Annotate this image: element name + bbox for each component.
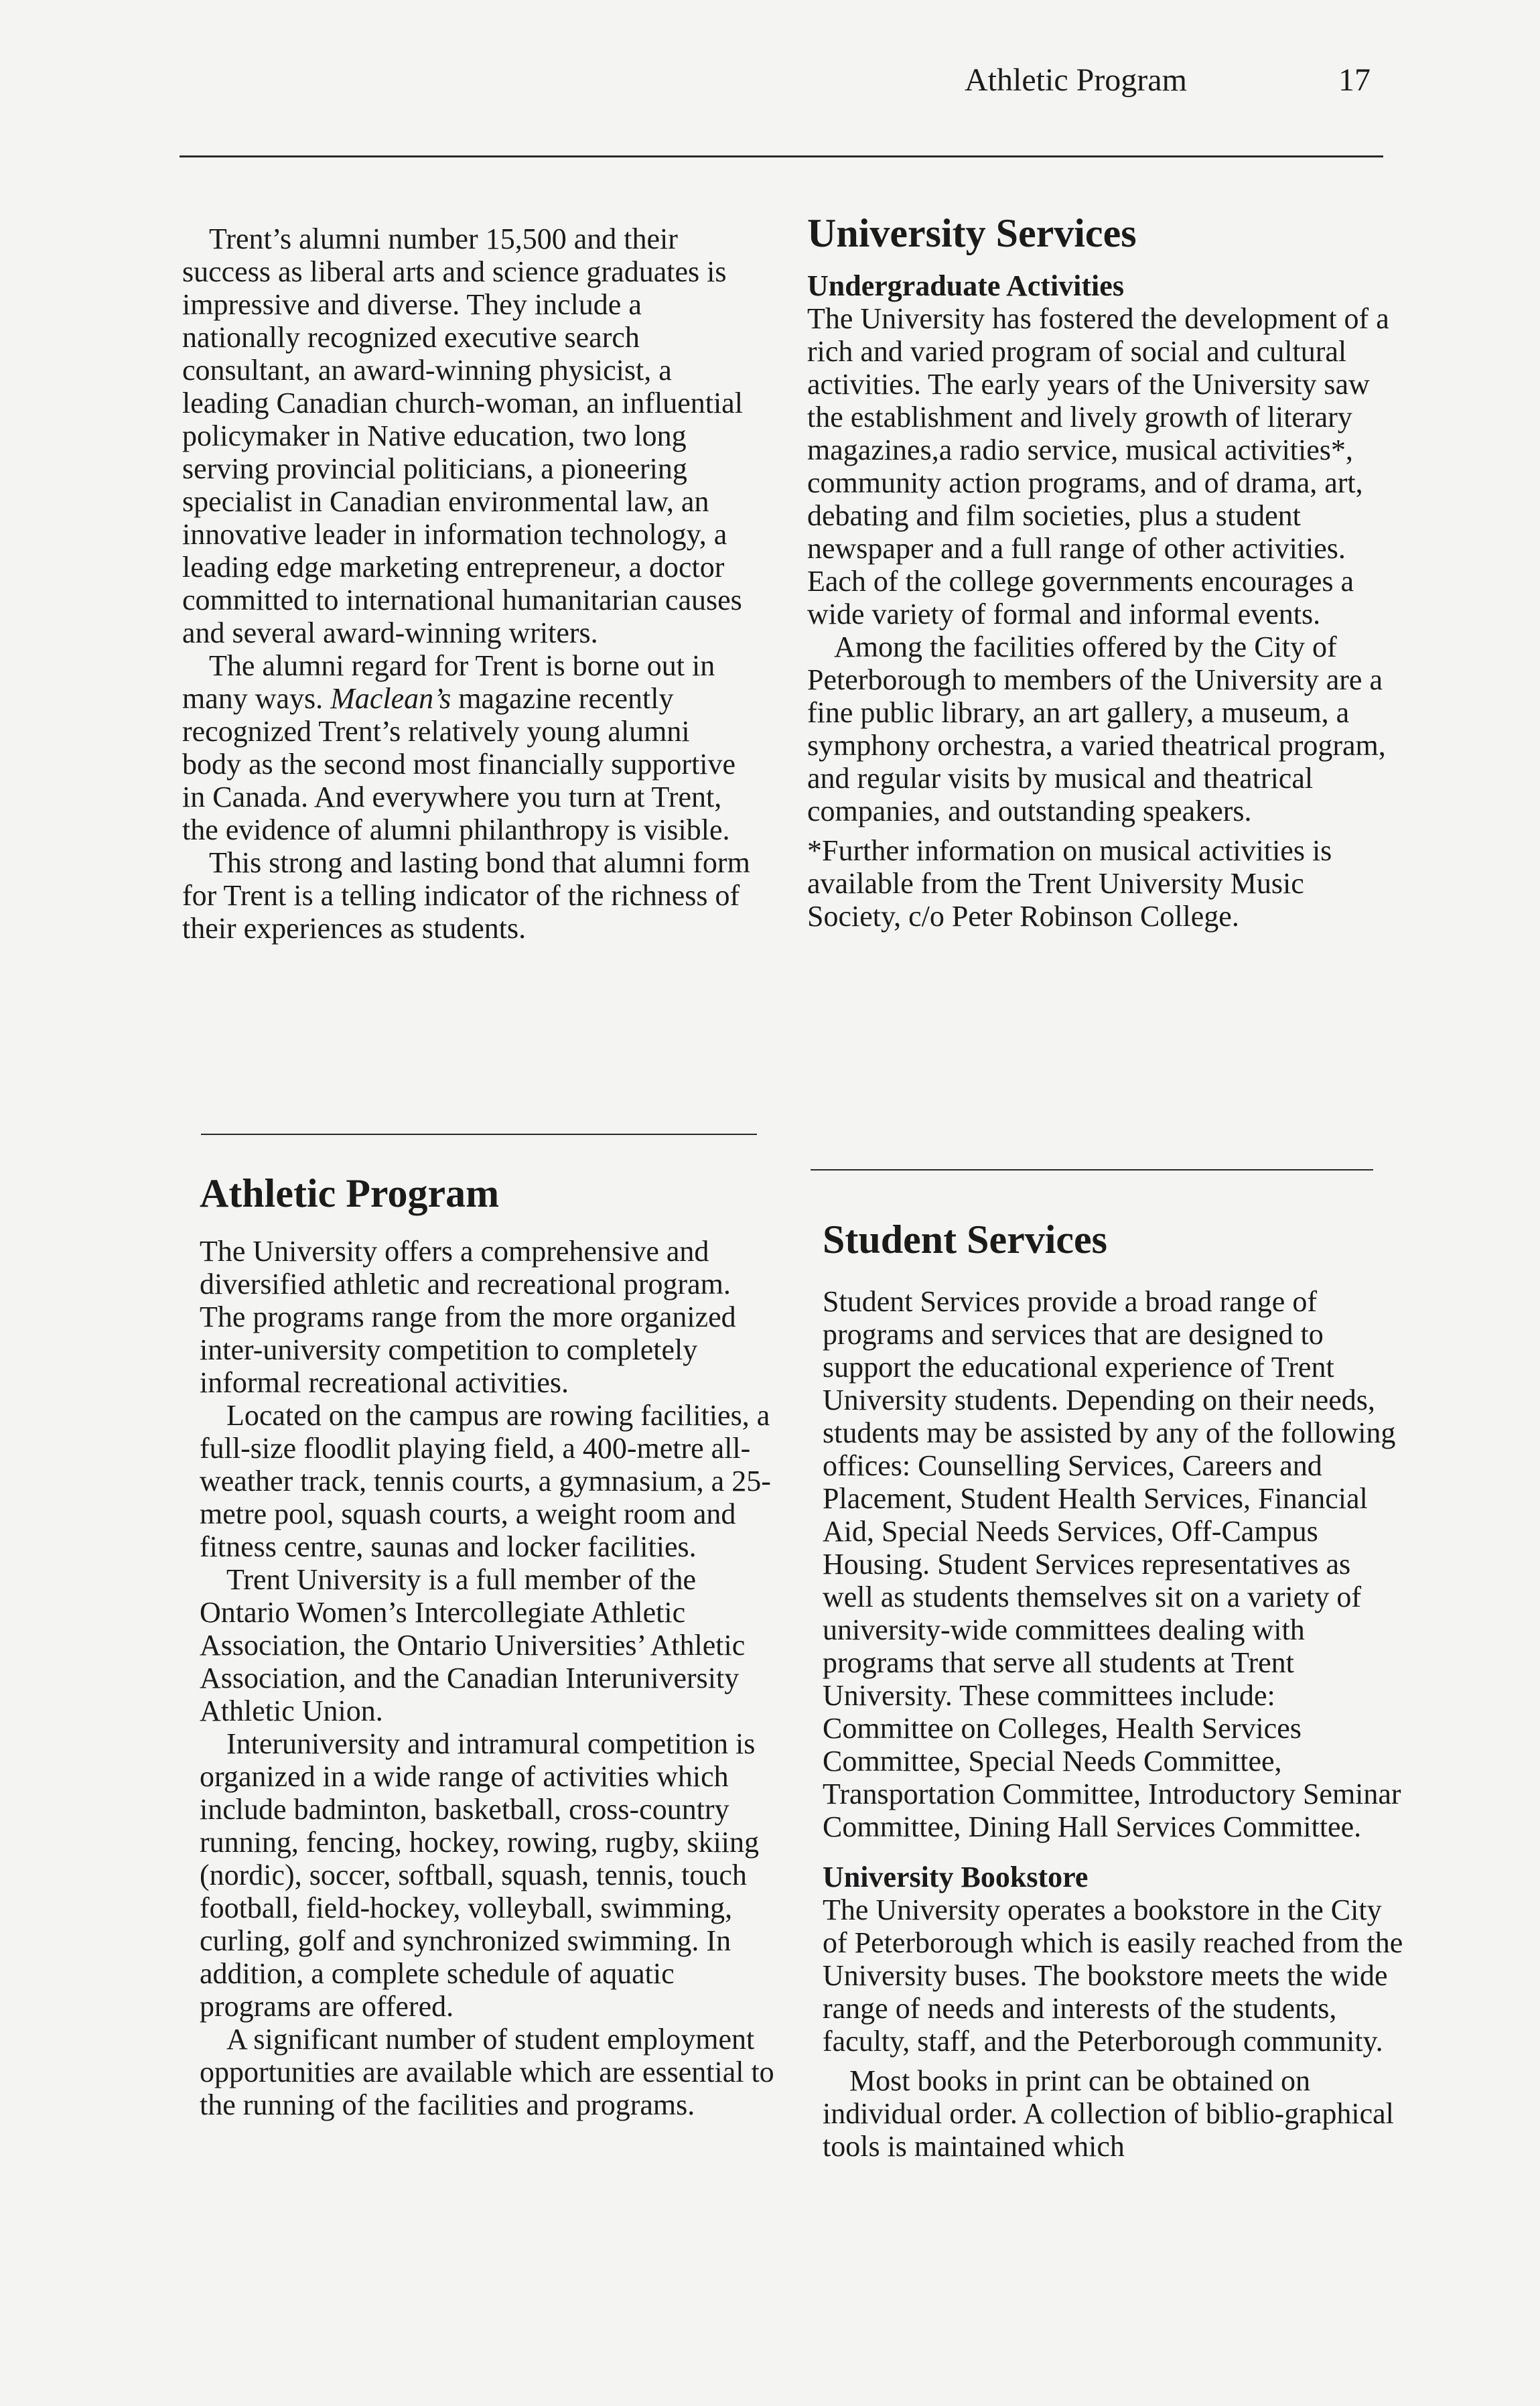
student-services-heading: Student Services [823,1217,1107,1262]
student-services-paragraph: Student Services provide a broad range of programs and services that are designed to support the educational experience of Trent University students. Depending on their needs, students may be assisted by any of the following offices: Counselling Services, Careers and Placement, Student Health Services, Financial Aid, Special Needs Services, Off-Campus Housing. Student Services representatives as well as students themselves sit on a variety of university-wide committees dealing with programs that serve all students at Trent University. These committees include: Committee on Colleges, Health Services Committee, Special Needs Committee, Transportation Committee, Introductory Seminar Committee, Dining Hall Services Committee. [823,1285,1401,1843]
alumni-paragraph-3: This strong and lasting bond that alumni form for Trent is a telling indicator of the richness of their experiences as students. [182,846,750,945]
athletic-paragraph-1: The University offers a comprehensive and diversified athletic and recreational program. The programs range from the more organized inter-university competition to completely informal recreational activities. [200,1235,736,1399]
right-column-services [807,209,1390,933]
bookstore-paragraph-2: Most books in print can be obtained on individual order. A collection of biblio-graphical tools is maintained which [823,2064,1394,2163]
magazine-name: Maclean’s [330,682,451,715]
athletic-paragraph-4: Interuniversity and intramural competition is organized in a wide range of activities which include badminton, basketball, cross-country running, fencing, hockey, rowing, rugby, skiing (nordic), soccer, softball, squash, tennis, touch football, field-hockey, volleyball, swimming, curling, golf and synchronized swimming. In addition, a complete schedule of aquatic programs are offered. [200,1727,760,2023]
right-section-rule [811,1169,1373,1171]
alumni-paragraph-1: Trent’s alumni number 15,500 and their success as liberal arts and science graduates is impressive and diverse. They include a nationally recognized executive search consultant, an award-winning physicist, a leading Canadian church-woman, an influential policymaker in Native education, two long serving provincial politicians, a pioneering specialist in Canadian environmental law, an innovative leader in information technology, a leading edge marketing entrepreneur, a doctor committed to international humanitarian causes and several award-winning writers. [182,222,743,649]
running-header-title: Athletic Program [965,62,1187,98]
athletic-program-heading: Athletic Program [200,1171,500,1215]
page-number: 17 [1338,62,1371,98]
university-bookstore-subheading: University Bookstore [823,1861,1089,1893]
music-footnote: *Further information on musical activities is available from the Trent University Music Society, c/o Peter Robinson College. [807,834,1332,933]
undergrad-paragraph-2: Among the facilities offered by the City of Peterborough to members of the University are a fine public library, an art gallery, a museum, a symphony orchestra, a varied theatrical program, and regular visits by musical and theatrical companies, and outstanding speakers. [807,630,1386,827]
header-rule [180,155,1383,157]
left-column-athletic [200,1169,776,2121]
athletic-paragraph-5: A significant number of student employment opportunities are available which are essential to the running of the facilities and programs. [200,2023,774,2121]
alumni-p2-text-a: The alumni regard for Trent is borne out in many ways. [182,649,715,715]
athletic-paragraph-3: Trent University is a full member of the Ontario Women’s Intercollegiate Athletic Association, the Ontario Universities’ Athletic Association, and the Canadian Interuniversity Athletic Union. [200,1563,746,1727]
undergraduate-activities-subheading: Undergraduate Activities [807,269,1124,302]
left-section-rule [201,1134,757,1135]
alumni-p2-text-b: magazine recently recognized Trent’s relatively young alumni body as the second most financially supportive in Canada. And everywhere you turn at Trent, the evidence of alumni philanthropy is visible. [182,682,736,846]
left-column-alumni [182,222,755,945]
athletic-paragraph-2: Located on the campus are rowing facilities, a full-size floodlit playing field, a 400-metre all-weather track, tennis courts, a gymnasium, a 25-metre pool, squash courts, a weight room and fitness centre, saunas and locker facilities. [200,1399,771,1563]
alumni-paragraph-2 [182,649,755,846]
right-column-student [823,1215,1405,2163]
bookstore-paragraph-1: The University operates a bookstore in the City of Peterborough which is easily reached from the University buses. The bookstore meets the wide range of needs and interests of the students, faculty, staff, and the Peterborough community. [823,1893,1403,2058]
undergrad-paragraph-1: The University has fostered the development of a rich and varied program of social and cultural activities. The early years of the University saw the establishment and lively growth of literary magazines,a radio service, musical activities*, community action programs, and of drama, art, debating and film societies, plus a student newspaper and a full range of other activities. Each of the college governments encourages a wide variety of formal and informal events. [807,302,1389,630]
university-services-heading: University Services [807,211,1137,255]
